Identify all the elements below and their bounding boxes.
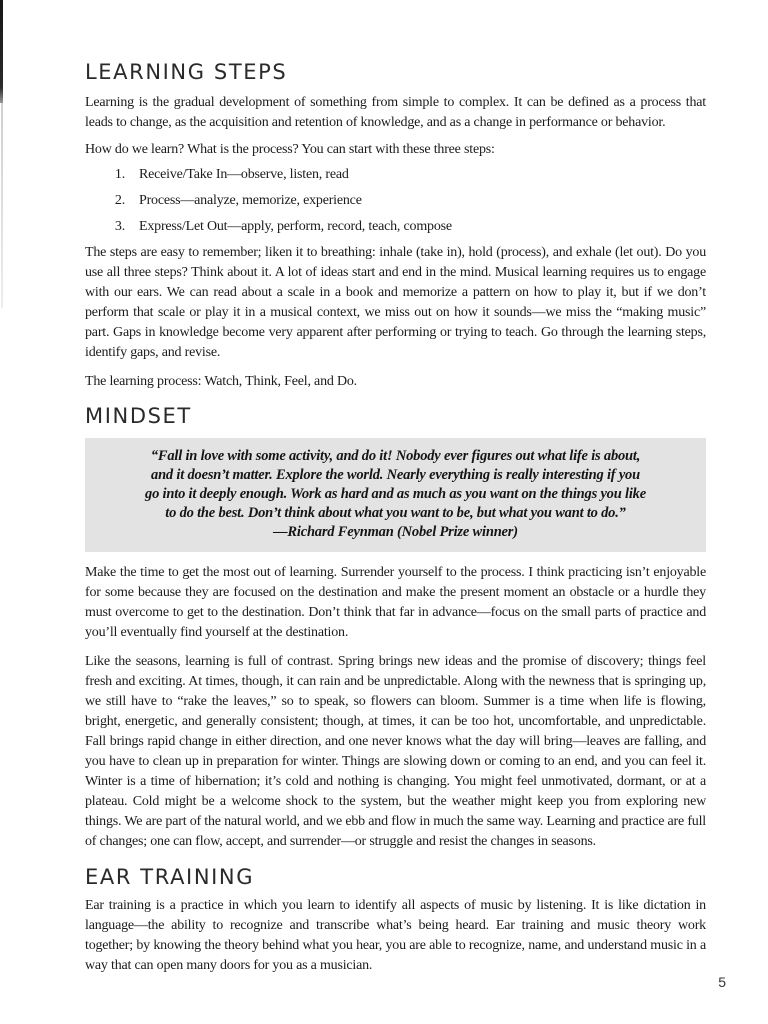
list-item-step-2 (85, 191, 706, 211)
feynman-quote-block (85, 438, 706, 552)
step-text: Process—analyze, memorize, experience (139, 193, 362, 208)
learning-steps-question-paragraph: How do we learn? What is the process? You can start with these three steps: (85, 142, 495, 157)
learning-process-paragraph: The learning process: Watch, Think, Feel, and Do. (85, 374, 357, 389)
learning-steps-body-paragraph: The steps are easy to remember; liken it to breathing: inhale (take in), hold (process), and exhale (let out). Do you use all three steps? Think about it. A lot of ideas start and end in the mind. Musical learning requires us to engage with our ears. We can read about a scale in a book and memorize a pattern on how to play it, but if we don’t perform that scale or play it in a musical context, we miss out on how it sounds—we miss the “making music” part. Gaps in knowledge become very apparent after performing or trying to teach. Go through the learning steps, identify gaps, and revise. (85, 245, 706, 360)
section-heading-mindset: MINDSET (85, 404, 192, 428)
page-content (85, 60, 706, 976)
scan-edge-artifact-dark (0, 0, 3, 103)
list-item-step-1 (85, 165, 706, 185)
quote-line: and it doesn’t matter. Explore the world. Nearly everything is really interesting if you (151, 467, 640, 483)
list-item-step-3 (85, 217, 706, 237)
quote-line: “Fall in love with some activity, and do it! Nobody ever figures out what life is about, (150, 448, 641, 464)
page-number: 5 (718, 974, 726, 990)
learning-steps-list (85, 165, 706, 237)
step-number: 2. (114, 193, 125, 208)
step-text: Receive/Take In—observe, listen, read (139, 167, 349, 182)
quote-line: to do the best. Don’t think about what you want to be, but what you want to do.” (165, 505, 626, 521)
learning-steps-intro-paragraph: Learning is the gradual development of something from simple to complex. It can be defined as a process that leads to change, as the acquisition and retention of knowledge, and as a change in performance or behavior. (85, 95, 706, 130)
ear-training-paragraph: Ear training is a practice in which you learn to identify all aspects of music by listening. It is like dictation in language—the ability to recognize and transcribe what’s being heard. Ear training and music theory work together; by knowing the theory behind what you hear, you are able to recognize, name, and understand music in a way that can open many doors for you as a musician. (85, 898, 706, 973)
step-number: 3. (114, 219, 125, 234)
step-number: 1. (114, 167, 125, 182)
mindset-paragraph-2: Like the seasons, learning is full of contrast. Spring brings new ideas and the promise of discovery; things feel fresh and exciting. At times, though, it can rain and be unpredictable. Along with the newness that is springing up, we still have to “rake the leaves,” so to speak, so flowers can bloom. Summer is a time when life is flowing, bright, energetic, and generally consistent; though, at times, it can be too hot, uncomfortable, and unpredictable. Fall brings rapid change in either direction, and one never knows what the day will bring—leaves are falling, and you have to clean up in preparation for winter. Things are slowing down or coming to an end, and you can feel it. Winter is a time of hibernation; it’s cold and nothing is changing. You might feel unmotivated, dormant, or at a plateau. Cold might be a welcome shock to the system, but the weather might keep you from exploring new things. We are part of the natural world, and we ebb and flow in much the same way. Learning and practice are full of changes; one can flow, accept, and surrender—or struggle and resist the changes in seasons. (85, 654, 706, 849)
step-text: Express/Let Out—apply, perform, record, teach, compose (139, 219, 452, 234)
quote-attribution: —Richard Feynman (Nobel Prize winner) (273, 524, 518, 540)
quote-line: go into it deeply enough. Work as hard and as much as you want on the things you like (145, 486, 646, 502)
scan-edge-artifact-light (1, 103, 3, 308)
mindset-paragraph-1: Make the time to get the most out of learning. Surrender yourself to the process. I think practicing isn’t enjoyable for some because they are focused on the destination and make the present moment an obstacle or a hurdle they must overcome to get to the destination. Don’t think that far in advance—focus on the small parts of practice and you’ll eventually find yourself at the destination. (85, 565, 706, 640)
section-heading-learning-steps: LEARNING STEPS (85, 60, 288, 84)
section-heading-ear-training: EAR TRAINING (85, 865, 255, 889)
